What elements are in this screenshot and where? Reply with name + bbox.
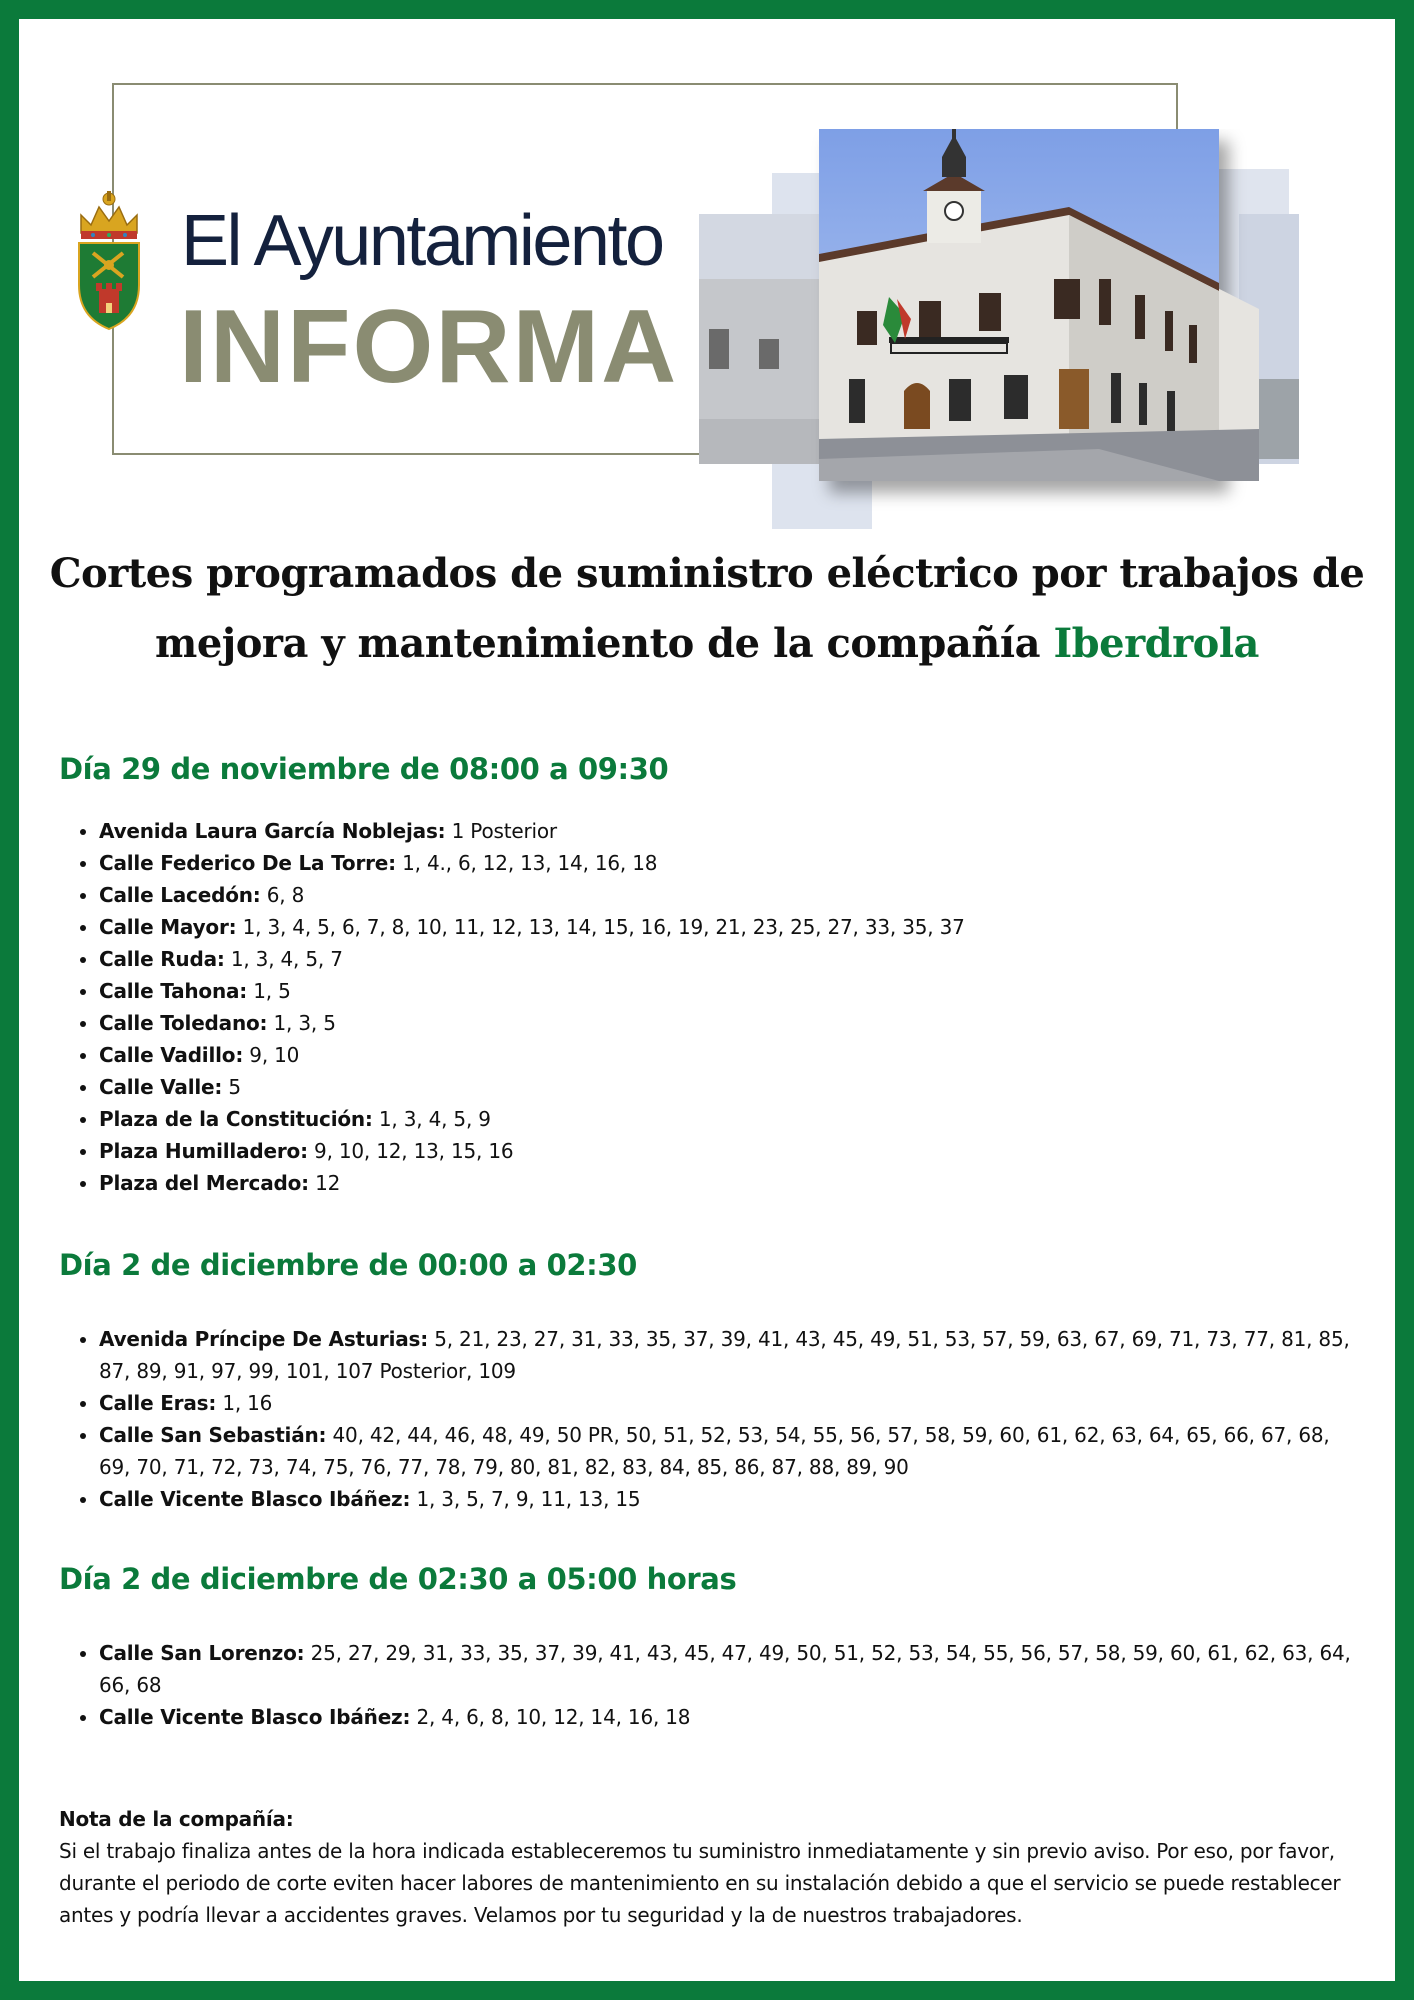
list-item [99,879,1359,911]
street-list [59,815,1359,1199]
street-name: Plaza del Mercado: [99,1171,309,1195]
street-name: Calle Federico De La Torre: [99,851,396,875]
header-title-line2: INFORMA [179,289,679,405]
list-item [99,1071,1359,1103]
list-item [99,911,1359,943]
main-heading [49,539,1365,679]
section-title: Día 29 de noviembre de 08:00 a 09:30 [59,752,669,786]
street-numbers: 1 Posterior [451,819,557,843]
street-numbers: 1, 3, 4, 5, 7 [230,947,343,971]
street-numbers: 1, 3, 5, 7, 9, 11, 13, 15 [416,1487,641,1511]
main-heading-text: Cortes programados de suministro eléctrico por trabajos de mejora y mantenimiento de la compañía [49,550,1365,667]
list-item [99,847,1359,879]
list-item [99,1039,1359,1071]
street-name: Calle Eras: [99,1391,217,1415]
list-item [99,975,1359,1007]
street-numbers: 5 [228,1075,241,1099]
list-item [99,1135,1359,1167]
list-item [99,815,1359,847]
street-name: Calle Ruda: [99,947,225,971]
street-numbers: 1, 4., 6, 12, 13, 14, 16, 18 [402,851,658,875]
list-item [99,1419,1359,1483]
street-numbers: 6, 8 [266,883,305,907]
street-numbers: 1, 3, 4, 5, 6, 7, 8, 10, 11, 12, 13, 14, 15, 16, 19, 21, 23, 25, 27, 33, 35, 37 [242,915,965,939]
list-item [99,1701,1359,1733]
street-numbers: 9, 10 [249,1043,300,1067]
list-item [99,1387,1359,1419]
outage-section-1 [59,749,1359,1199]
company-note [59,1803,1389,1931]
street-numbers: 5, 21, 23, 27, 31, 33, 35, 37, 39, 41, 43, 45, 49, 51, 53, 57, 59, 63, 67, 69, 71, 73, 77, 81, 85, 87, 89, 91, 97, 99, 101, 107 Posterior, 109 [99,1327,1350,1383]
street-numbers: 12 [315,1171,341,1195]
street-numbers: 1, 5 [253,979,291,1003]
list-item [99,943,1359,975]
outage-section-2 [59,1245,1359,1515]
header-title-line1: El Ayuntamiento [181,201,663,281]
list-item [99,1007,1359,1039]
street-name: Calle San Sebastián: [99,1423,327,1447]
street-name: Avenida Laura García Noblejas: [99,819,446,843]
street-numbers: 25, 27, 29, 31, 33, 35, 37, 39, 41, 43, 45, 47, 49, 50, 51, 52, 53, 54, 55, 56, 57, 58, 59, 60, 61, 62, 63, 64, 66, 68 [99,1641,1351,1697]
street-numbers: 1, 16 [222,1391,273,1415]
section-title: Día 2 de diciembre de 02:30 a 05:00 horas [59,1562,737,1596]
street-name: Calle Vicente Blasco Ibáñez: [99,1487,411,1511]
list-item [99,1323,1359,1387]
street-numbers: 2, 4, 6, 8, 10, 12, 14, 16, 18 [416,1705,691,1729]
town-hall-photo [699,129,1339,529]
street-numbers: 1, 3, 4, 5, 9 [378,1107,491,1131]
section-title: Día 2 de diciembre de 00:00 a 02:30 [59,1248,637,1282]
street-numbers: 40, 42, 44, 46, 48, 49, 50 PR, 50, 51, 52, 53, 54, 55, 56, 57, 58, 59, 60, 61, 62, 63, 64, 65, 66, 67, 68, 69, 70, 71, 72, 73, 74, 75, 76, 77, 78, 79, 80, 81, 82, 83, 84, 85, 86, 87, 88, 89, 90 [99,1423,1330,1479]
street-list [59,1637,1359,1733]
coat-of-arms-icon [73,185,145,333]
list-item [99,1167,1359,1199]
note-text: Si el trabajo finaliza antes de la hora indicada estableceremos tu suministro inmediatamente y sin previo aviso. Por eso, por favor, durante el periodo de corte eviten hacer labores de mantenimiento en su instalación debido a que el servicio se puede restablecer antes y podría llevar a accidentes graves. Velamos por tu seguridad y la de nuestros trabajadores. [59,1839,1341,1927]
list-item [99,1103,1359,1135]
street-name: Plaza Humilladero: [99,1139,308,1163]
street-name: Calle San Lorenzo: [99,1641,305,1665]
street-name: Avenida Príncipe De Asturias: [99,1327,429,1351]
street-list [59,1323,1359,1515]
street-name: Calle Lacedón: [99,883,261,907]
street-name: Calle Vicente Blasco Ibáñez: [99,1705,411,1729]
outage-section-3 [59,1559,1359,1733]
street-name: Calle Vadillo: [99,1043,244,1067]
main-heading-accent: Iberdrola [1053,620,1259,667]
list-item [99,1483,1359,1515]
street-name: Plaza de la Constitución: [99,1107,373,1131]
street-name: Calle Toledano: [99,1011,268,1035]
street-name: Calle Mayor: [99,915,237,939]
list-item [99,1637,1359,1701]
street-name: Calle Valle: [99,1075,223,1099]
street-name: Calle Tahona: [99,979,248,1003]
street-numbers: 9, 10, 12, 13, 15, 16 [314,1139,514,1163]
street-numbers: 1, 3, 5 [273,1011,336,1035]
note-title: Nota de la compañía: [59,1807,294,1831]
